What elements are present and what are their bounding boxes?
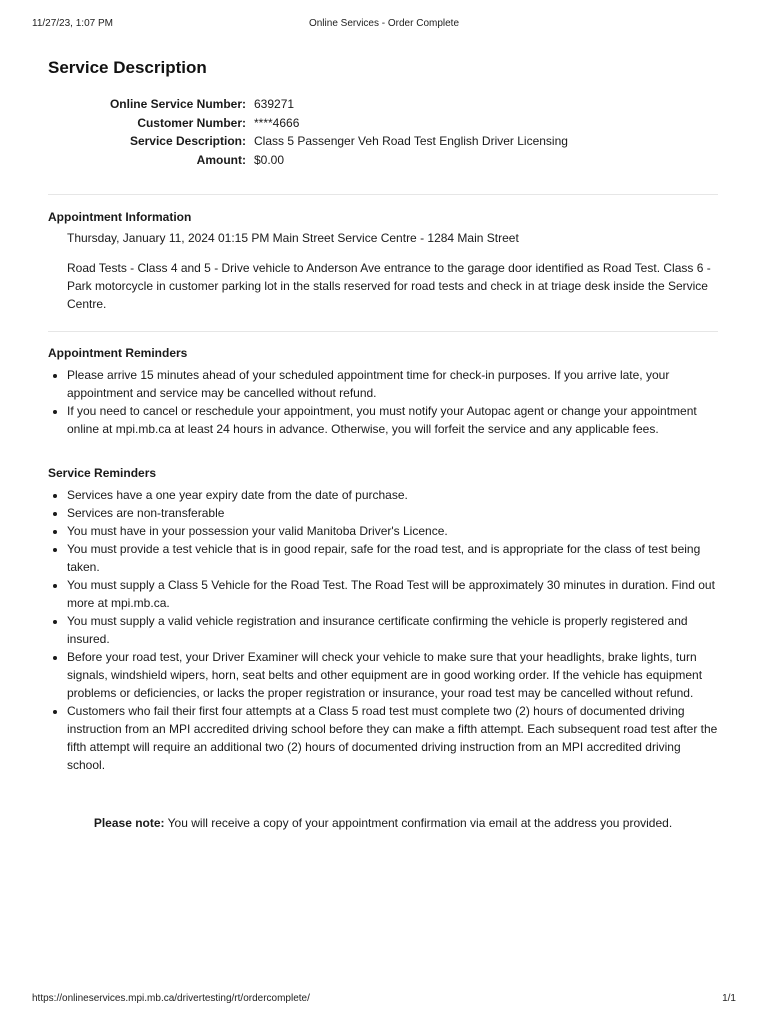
print-page-title: Online Services - Order Complete	[308, 18, 460, 29]
list-item: • You must supply a Class 5 Vehicle for the Road Test. The Road Test will be approximately 30 minutes in duration. Find out more at mpi.mb.ca.	[67, 576, 718, 612]
list-item: • You must supply a valid vehicle registration and insurance certificate confirming the vehicle is properly registered and insured.	[67, 612, 718, 648]
customer-number-label: Customer Number:	[137, 115, 246, 130]
print-footer	[32, 993, 736, 1007]
appointment-reminders-heading: Appointment Reminders	[48, 346, 188, 360]
list-item: • Before your road test, your Driver Examiner will check your vehicle to make sure that your headlights, brake lights, turn signals, windshield wipers, horn, seat belts and other equipment are in good working order. If the vehicle has equipment problems or deficiencies, or lacks the proper registration or insurance, your road test may be cancelled without refund.	[67, 648, 718, 702]
service-reminders-list	[48, 486, 718, 774]
service-description-value: Class 5 Passenger Veh Road Test English Driver Licensing	[254, 134, 568, 148]
customer-number-value: ****4666	[254, 115, 300, 130]
service-details	[48, 96, 718, 168]
print-timestamp: 11/27/23, 1:07 PM	[32, 18, 113, 29]
appointment-instructions: Road Tests - Class 4 and 5 - Drive vehicle to Anderson Ave entrance to the garage door identified as Road Test. Class 6 - Park motorcycle in customer parking lot in the stalls reserved for road tests and check in at triage desk inside the Service Centre.	[67, 261, 711, 311]
service-description-label: Service Description:	[129, 134, 246, 148]
print-header	[32, 18, 736, 32]
order-complete-page	[48, 58, 718, 832]
divider	[48, 331, 718, 332]
appointment-reminders-list	[48, 366, 718, 438]
online-service-number-value: 639271	[254, 97, 295, 111]
list-item: • You must have in your possession your valid Manitoba Driver's Licence.	[67, 522, 718, 540]
appointment-information-heading: Appointment Information	[48, 210, 192, 224]
amount-value: $0.00	[254, 152, 285, 167]
service-description-heading: Service Description	[48, 58, 207, 77]
note-label: Please note:	[93, 816, 165, 830]
list-item: • Please arrive 15 minutes ahead of your scheduled appointment time for check-in purposes. If you arrive late, your appointment and service may be cancelled without refund.	[67, 366, 718, 402]
service-reminders-heading: Service Reminders	[48, 466, 157, 480]
list-item: • Services are non-transferable	[67, 504, 718, 522]
list-item: • Services have a one year expiry date from the date of purchase.	[67, 486, 718, 504]
confirmation-note	[48, 814, 718, 832]
amount-label: Amount:	[196, 152, 246, 167]
appointment-datetime-location: Thursday, January 11, 2024 01:15 PM Main Street Service Centre - 1284 Main Street	[67, 231, 519, 245]
page-url: https://onlineservices.mpi.mb.ca/drivertesting/rt/ordercomplete/	[32, 993, 310, 1004]
page-number: 1/1	[722, 993, 736, 1004]
divider	[48, 194, 718, 195]
online-service-number-label: Online Service Number:	[109, 97, 246, 111]
note-text: You will receive a copy of your appointment confirmation via email at the address you provided.	[164, 816, 673, 830]
list-item: • You must provide a test vehicle that is in good repair, safe for the road test, and is appropriate for the class of test being taken.	[67, 540, 718, 576]
list-item: • If you need to cancel or reschedule your appointment, you must notify your Autopac agent or change your appointment online at mpi.mb.ca at least 24 hours in advance. Otherwise, you will forfeit the service and any applicable fees.	[67, 402, 718, 438]
list-item: • Customers who fail their first four attempts at a Class 5 road test must complete two (2) hours of documented driving instruction from an MPI accredited driving school before they can make a fifth attempt. Each subsequent road test after the fifth attempt will require an additional two (2) hours of documented driving instruction from an MPI accredited driving school.	[67, 702, 718, 774]
